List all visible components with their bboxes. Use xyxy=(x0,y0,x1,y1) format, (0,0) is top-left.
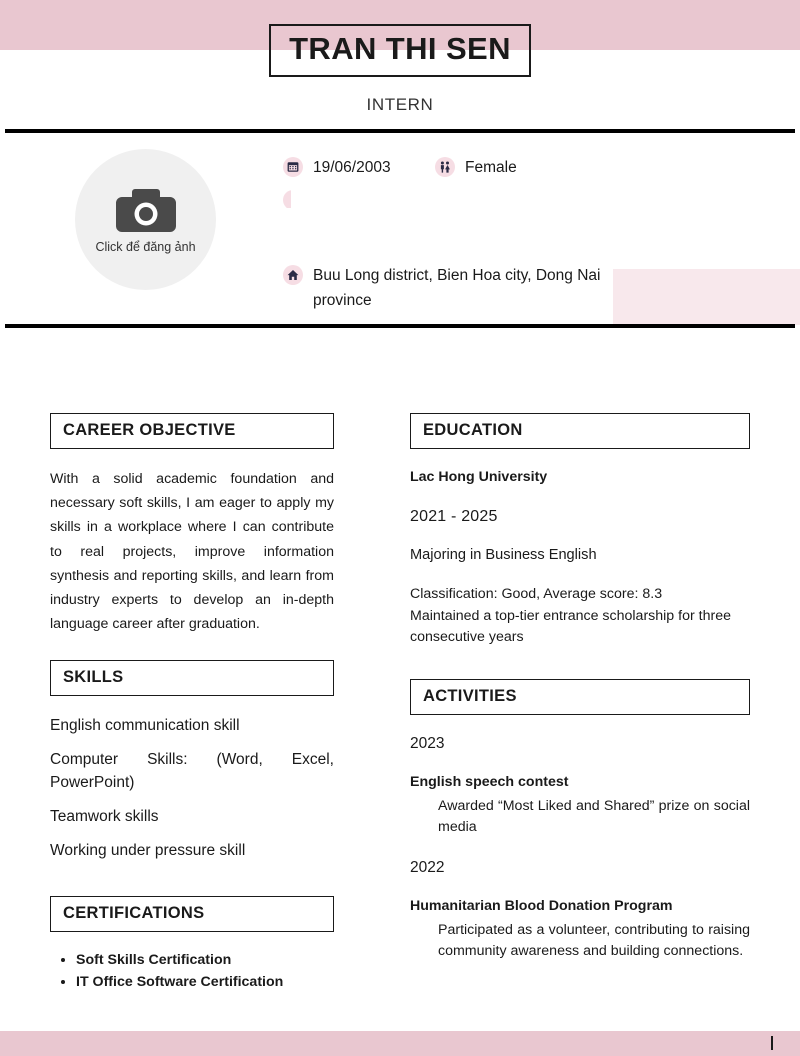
gender-value: Female xyxy=(465,159,517,176)
role-subtitle[interactable]: INTERN xyxy=(366,95,434,114)
activity-year: 2023 xyxy=(410,734,445,752)
section-header-career-objective[interactable] xyxy=(50,413,334,449)
activities-title: ACTIVITIES xyxy=(423,686,517,705)
skills-title: SKILLS xyxy=(63,668,124,687)
activity-name: English speech contest xyxy=(410,773,569,790)
activity-description: Awarded “Most Liked and Shared” prize on social media xyxy=(438,797,750,835)
skill-item: Teamwork skills xyxy=(50,808,159,826)
text-cursor-caret xyxy=(771,1036,773,1050)
name-title-block xyxy=(0,24,800,77)
address-item[interactable] xyxy=(283,263,653,313)
certifications-title: CERTIFICATIONS xyxy=(63,904,205,923)
activity-entry xyxy=(410,733,750,839)
camera-icon xyxy=(115,186,177,232)
certifications-list xyxy=(50,950,334,993)
footer-bar xyxy=(0,1031,800,1056)
left-column xyxy=(50,413,334,993)
section-header-skills[interactable] xyxy=(50,660,334,696)
education-detail-line: Classification: Good, Average score: 8.3 xyxy=(410,586,663,602)
name-box[interactable] xyxy=(269,24,531,77)
photo-upload-caption: Click để đăng ảnh xyxy=(95,239,196,254)
gender-item[interactable] xyxy=(435,155,517,180)
career-objective-body: With a solid academic foundation and necessary soft skills, I am eager to apply my skills in a workplace where I can contribute to real projects, improve information synthesis and reporting skills, and learn from industry experts to develop an in-depth language career after graduation. xyxy=(50,471,334,633)
education-years: 2021 - 2025 xyxy=(410,508,498,525)
education-major: Majoring in Business English xyxy=(410,547,597,563)
photo-upload-placeholder[interactable] xyxy=(75,149,216,290)
birthdate-item[interactable] xyxy=(283,155,435,180)
education-title: EDUCATION xyxy=(423,421,523,439)
list-item: • Soft Skills Certification xyxy=(76,950,334,972)
activity-year: 2022 xyxy=(410,858,445,876)
list-item: • IT Office Software Certification xyxy=(76,972,334,994)
address-value: Buu Long district, Bien Hoa city, Dong Nai province xyxy=(313,267,601,309)
education-detail-line: Maintained a top-tier entrance scholarship for three consecutive years xyxy=(410,607,731,645)
skill-item: Computer Skills: (Word, Excel, PowerPoint) xyxy=(50,751,334,792)
activity-name: Humanitarian Blood Donation Program xyxy=(410,897,673,914)
skill-item: Working under pressure skill xyxy=(50,842,246,860)
gender-icon xyxy=(435,157,455,177)
activity-entry xyxy=(410,857,750,963)
home-icon xyxy=(283,265,303,285)
clipped-icon-artifact xyxy=(283,190,291,208)
calendar-icon xyxy=(283,157,303,177)
section-header-education[interactable] xyxy=(410,413,750,449)
personal-info-area xyxy=(283,155,783,180)
section-header-activities[interactable] xyxy=(410,679,750,715)
skill-item: English communication skill xyxy=(50,717,240,735)
activity-description: Participated as a volunteer, contributing to raising community awareness and building connections. xyxy=(438,921,750,959)
info-row-primary xyxy=(283,155,783,180)
career-objective-title: CAREER OBJECTIVE xyxy=(63,421,236,439)
birthdate-value: 19/06/2003 xyxy=(313,159,391,176)
page-title: TRAN THI SEN xyxy=(289,31,511,66)
education-school: Lac Hong University xyxy=(410,469,548,485)
divider-mid xyxy=(5,324,795,328)
right-column xyxy=(410,413,750,981)
section-header-certifications[interactable] xyxy=(50,896,334,932)
divider-top xyxy=(5,129,795,133)
